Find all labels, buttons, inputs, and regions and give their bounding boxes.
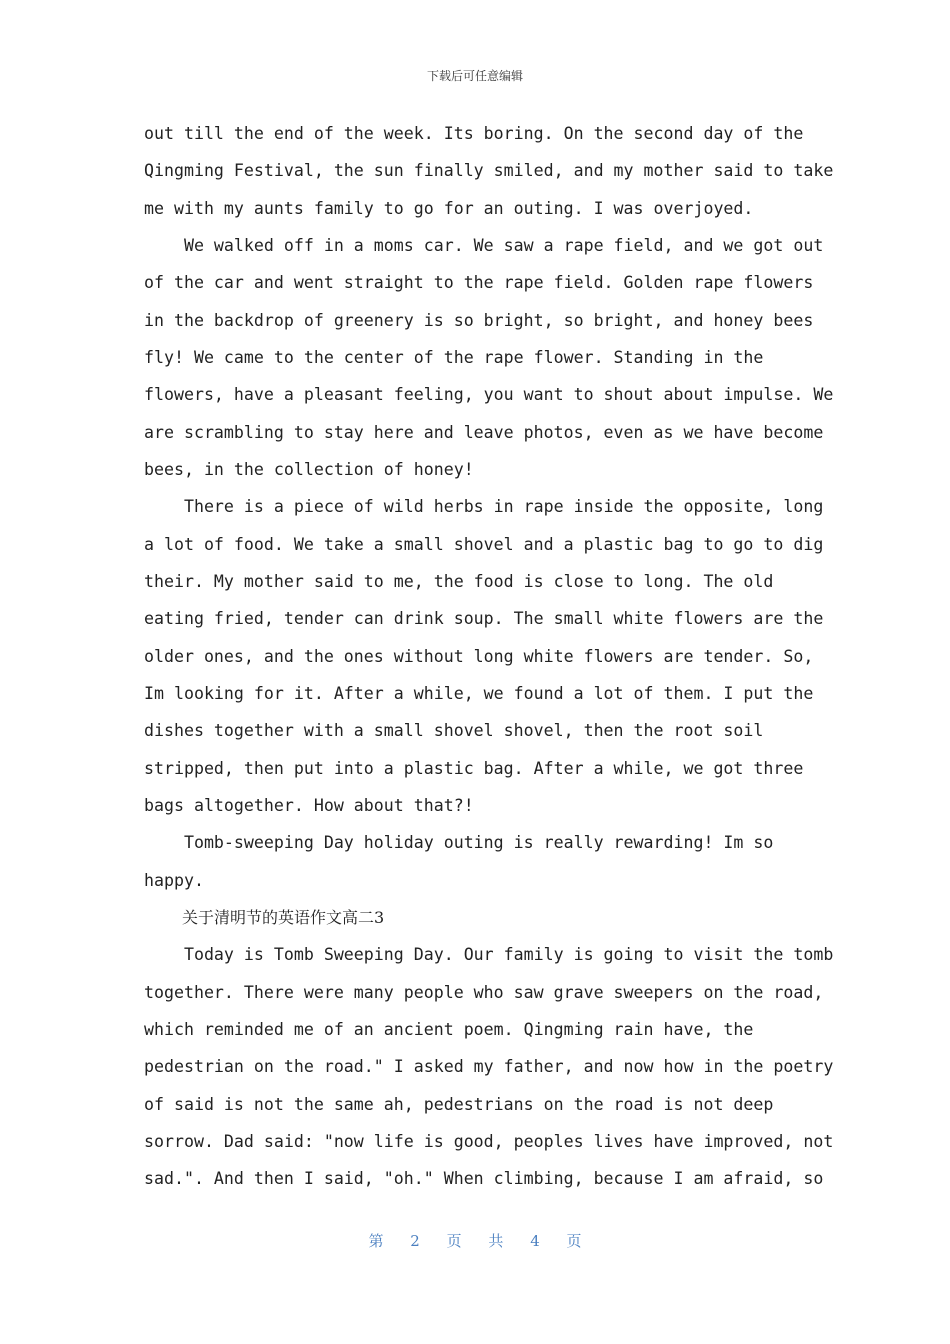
text-line: their. My mother said to me, the food is close to long. The old [144,572,774,591]
text-line: which reminded me of an ancient poem. Qingming rain have, the [144,1020,754,1039]
page-label-mid2: 共 [488,1232,504,1250]
text-line: a lot of food. We take a small shovel and a plastic bag to go to dig [144,535,824,554]
text-line: happy. [144,871,204,890]
page-label-mid1: 页 [446,1232,462,1250]
text-line: of said is not the same ah, pedestrians on the road is not deep [144,1095,774,1114]
text-line: in the backdrop of greenery is so bright, so bright, and honey bees [144,311,814,330]
text-line: out till the end of the week. Its boring. On the second day of the [144,124,804,143]
total-pages-number: 4 [530,1232,540,1250]
text-line: Im looking for it. After a while, we found a lot of them. I put the [144,684,814,703]
page-header-note: 下载后可任意编辑 [426,69,523,83]
text-line: Tomb-sweeping Day holiday outing is really rewarding! Im so [144,833,774,852]
text-line: me with my aunts family to go for an outing. I was overjoyed. [144,199,754,218]
text-line: sad.". And then I said, "oh." When climbing, because I am afraid, so [144,1169,824,1188]
page-number-footer [0,1230,950,1251]
text-line: Today is Tomb Sweeping Day. Our family is going to visit the tomb [144,945,834,964]
text-line: stripped, then put into a plastic bag. After a while, we got three [144,759,804,778]
text-line: There is a piece of wild herbs in rape inside the opposite, long [144,497,824,516]
page-label-prefix: 第 [368,1232,384,1250]
text-line: We walked off in a moms car. We saw a rape field, and we got out [144,236,824,255]
text-line: together. There were many people who saw grave sweepers on the road, [144,983,824,1002]
page-label-suffix: 页 [566,1232,582,1250]
text-line: flowers, have a pleasant feeling, you want to shout about impulse. We [144,385,834,404]
text-line: bags altogether. How about that?! [144,796,474,815]
text-line: sorrow. Dad said: "now life is good, peoples lives have improved, not [144,1132,834,1151]
text-line: older ones, and the ones without long white flowers are tender. So, [144,647,814,666]
text-line: Qingming Festival, the sun finally smiled, and my mother said to take [144,161,834,180]
text-line: pedestrian on the road." I asked my father, and now how in the poetry [144,1057,834,1076]
text-line: bees, in the collection of honey! [144,460,474,479]
text-line: eating fried, tender can drink soup. The small white flowers are the [144,609,824,628]
text-line: of the car and went straight to the rape field. Golden rape flowers [144,273,814,292]
text-line: dishes together with a small shovel shovel, then the root soil [144,721,764,740]
current-page-number: 2 [410,1232,420,1250]
text-line: are scrambling to stay here and leave photos, even as we have become [144,423,824,442]
section-title: 关于清明节的英语作文高二3 [182,908,385,927]
text-line: fly! We came to the center of the rape flower. Standing in the [144,348,764,367]
